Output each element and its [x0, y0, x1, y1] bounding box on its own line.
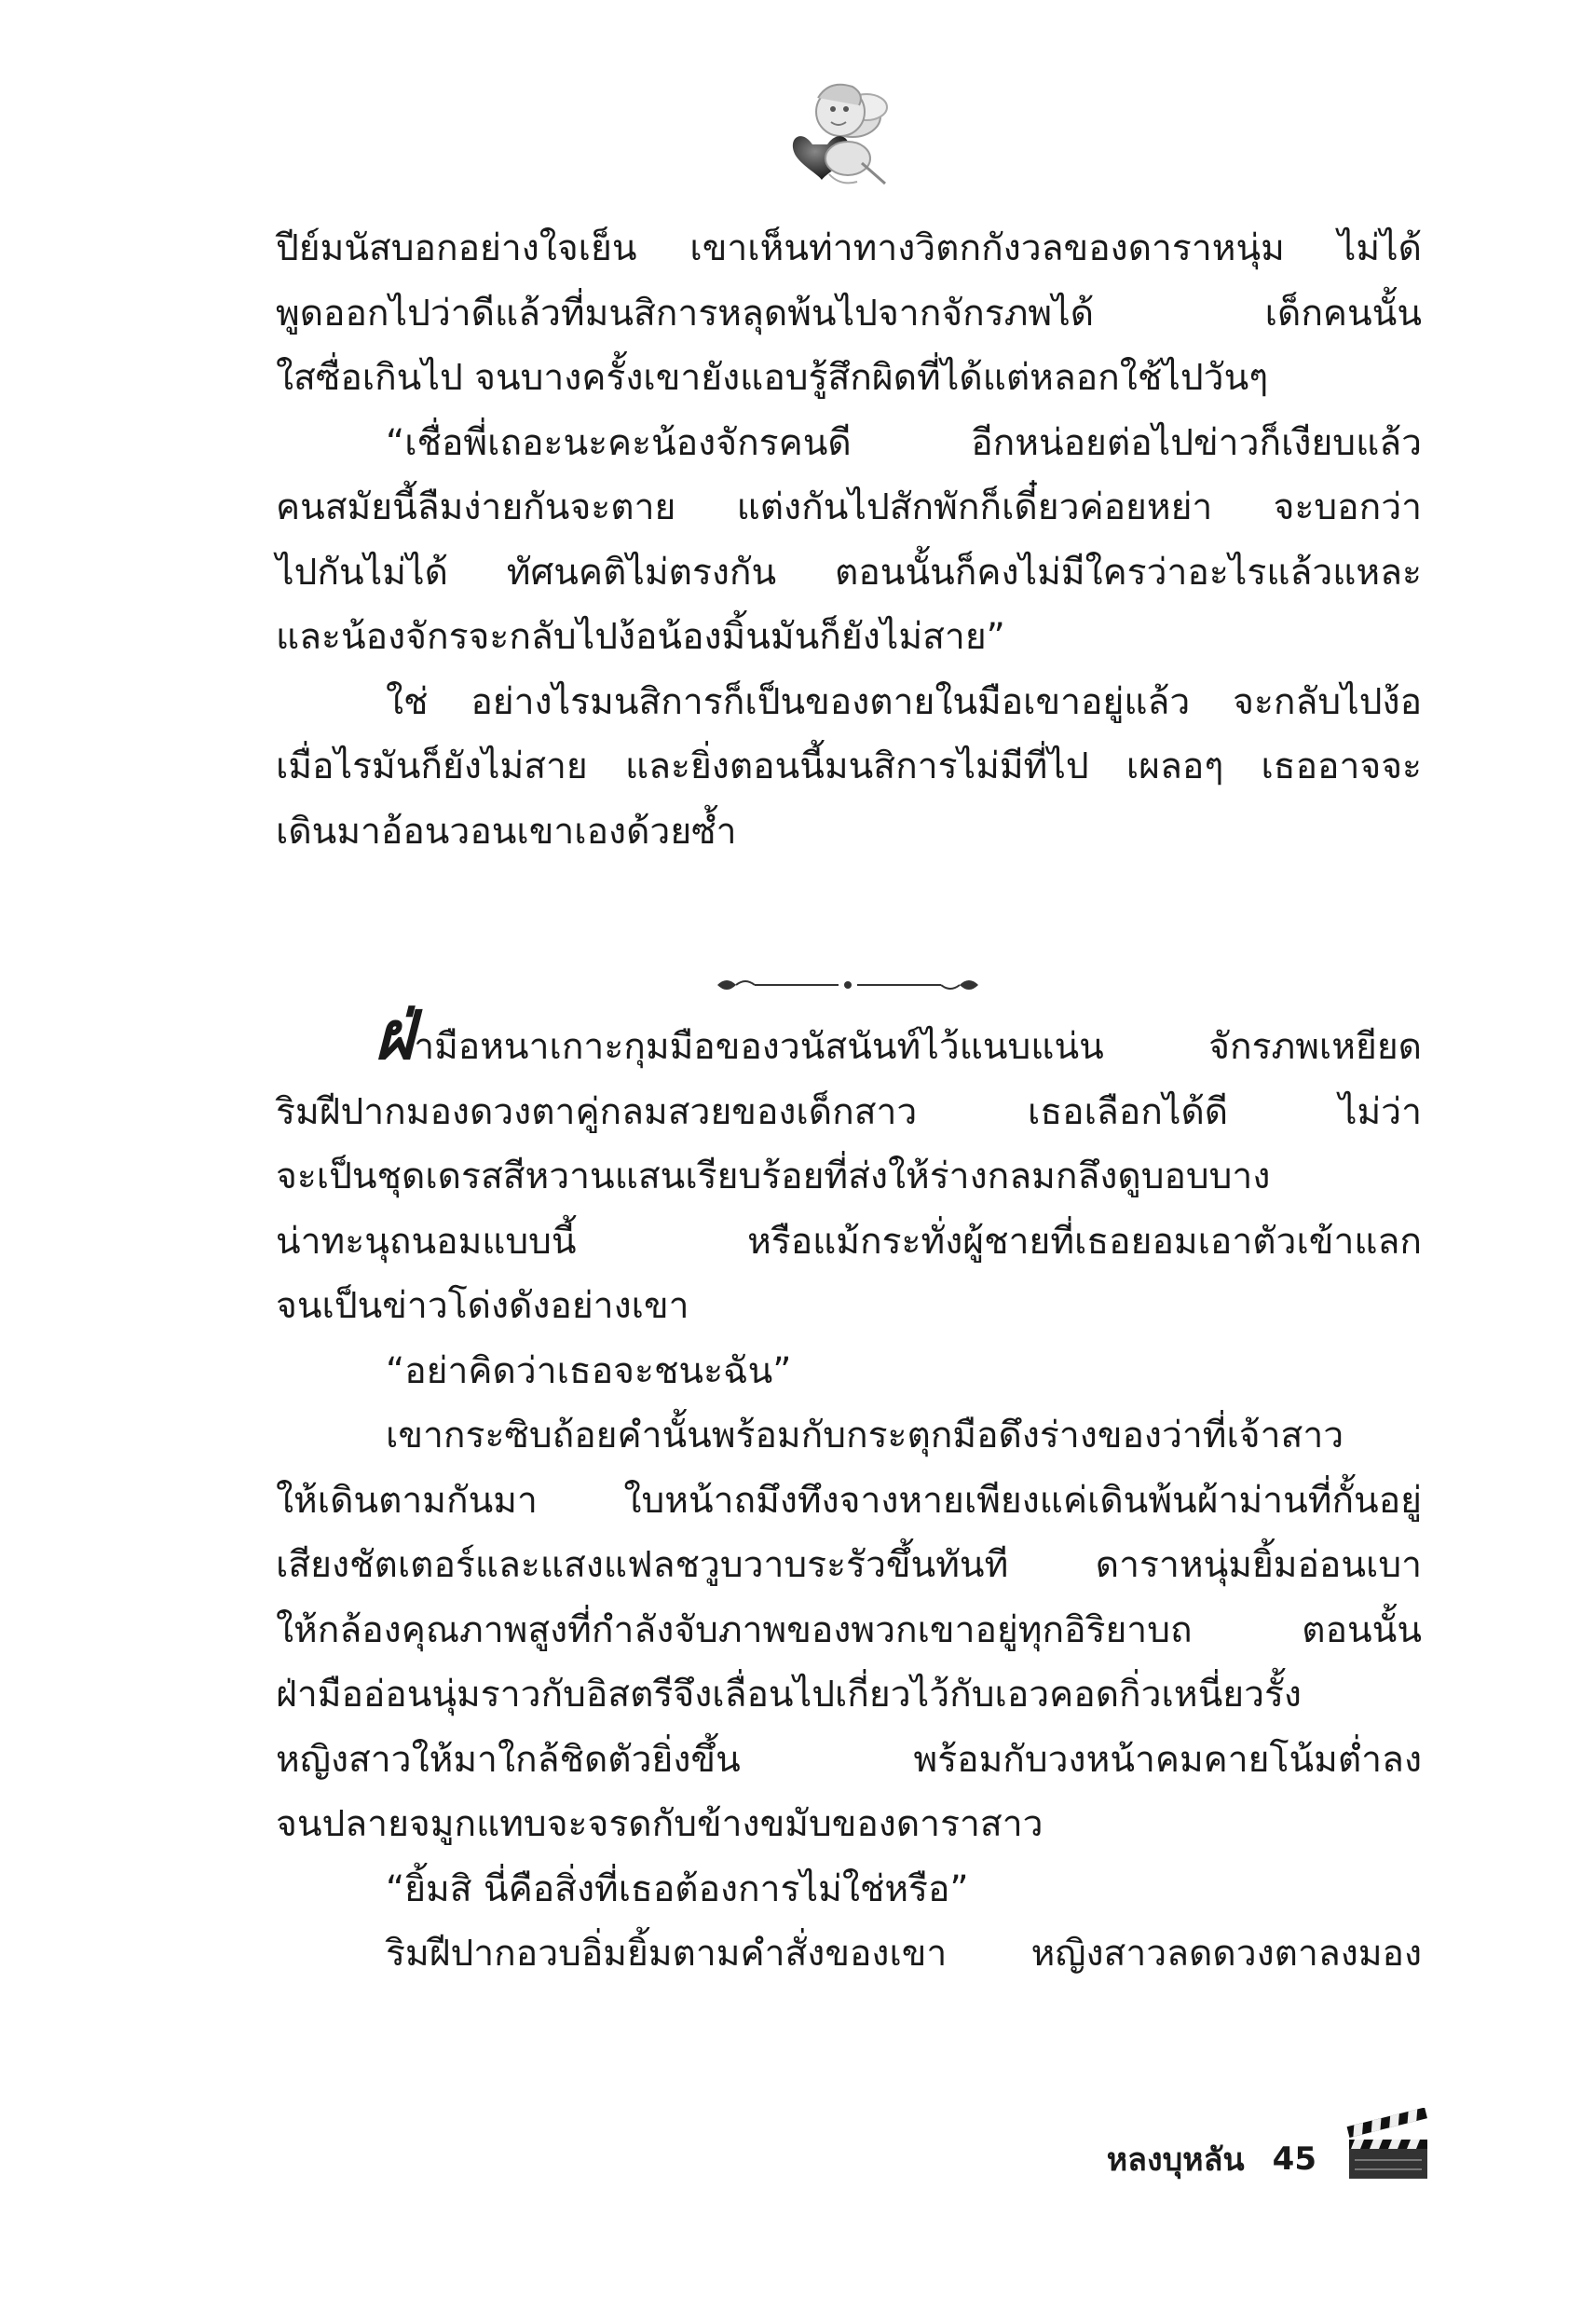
- paragraph-7: [276, 1857, 1422, 1922]
- footer-title: หลงบุหลัน: [1106, 2141, 1245, 2179]
- text-line: [276, 996, 1422, 1080]
- paragraph-2: [276, 411, 1422, 670]
- text-line: “อย่าคิดว่าเธอจะชนะฉัน”: [386, 1349, 792, 1392]
- text-line: เมื่อไรมันก็ยังไม่สาย และยิ่งตอนนี้มนสิการไม่มีที่ไป เผลอๆ เธออาจจะ: [276, 745, 1422, 787]
- paragraph-1: [276, 216, 1422, 411]
- page-number: 45: [1272, 2140, 1316, 2178]
- text-line: ใช่ อย่างไรมนสิการก็เป็นของตายในมือเขาอยู่แล้ว จะกลับไปง้อ: [386, 680, 1422, 723]
- text-line: เสียงชัตเตอร์และแสงแฟลชวูบวาบระรัวขึ้นทันที ดาราหนุ่มยิ้มอ่อนเบา: [276, 1544, 1422, 1586]
- text-line: เขากระซิบถ้อยคำนั้นพร้อมกับกระตุกมือดึงร่างของว่าที่เจ้าสาว: [386, 1415, 1344, 1456]
- text-line: ใสซื่อเกินไป จนบางครั้งเขายังแอบรู้สึกผิดที่ได้แต่หลอกใช้ไปวันๆ: [276, 357, 1269, 399]
- section-1-text: [276, 216, 1422, 864]
- text-line: ให้กล้องคุณภาพสูงที่กำลังจับภาพของพวกเขาอยู่ทุกอิริยาบถ ตอนนั้น: [276, 1608, 1422, 1651]
- text-line: คนสมัยนี้ลืมง่ายกันจะตาย แต่งกันไปสักพักก็เดี๋ยวค่อยหย่า จะบอกว่า: [276, 486, 1422, 528]
- text-line: หญิงสาวให้มาใกล้ชิดตัวยิ่งขึ้น พร้อมกับวงหน้าคมคายโน้มต่ำลง: [276, 1738, 1422, 1781]
- text-line: น่าทะนุถนอมแบบนี้ หรือแม้กระทั่งผู้ชายที่เธอยอมเอาตัวเข้าแลก: [276, 1220, 1422, 1263]
- text-line-rest: ามือหนาเกาะกุมมือของวนัสนันท์ไว้แนบแน่น จักรภพเหยียด: [414, 1026, 1422, 1068]
- paragraph-3: [276, 670, 1422, 865]
- text-line: “ยิ้มสิ นี่คือสิ่งที่เธอต้องการไม่ใช่หรือ”: [386, 1867, 969, 1910]
- text-line: จะเป็นชุดเดรสสีหวานแสนเรียบร้อยที่ส่งให้ร่างกลมกลึงดูบอบบาง: [276, 1156, 1271, 1197]
- text-line: ให้เดินตามกันมา ใบหน้าถมึงทึงจางหายเพียงแค่เดินพ้นผ้าม่านที่กั้นอยู่: [276, 1479, 1422, 1522]
- paragraph-4: [276, 996, 1422, 1339]
- film-clapperboard-icon: [1342, 2108, 1435, 2182]
- text-line: และน้องจักรจะกลับไปง้อน้องมิ้นมันก็ยังไม่สาย”: [276, 616, 1005, 658]
- drop-cap: ฝ่: [375, 996, 415, 1074]
- text-line: “เชื่อพี่เถอะนะคะน้องจักรคนดี อีกหน่อยต่อไปข่าวก็เงียบแล้ว: [386, 421, 1422, 464]
- paragraph-6: [276, 1403, 1422, 1857]
- cupid-heart-icon: [773, 70, 894, 191]
- text-line: จนปลายจมูกแทบจะจรดกับข้างขมับของดาราสาว: [276, 1803, 1044, 1845]
- text-line: เดินมาอ้อนวอนเขาเองด้วยซ้ำ: [276, 810, 737, 853]
- paragraph-8: [276, 1921, 1422, 1987]
- text-line: พูดออกไปว่าดีแล้วที่มนสิการหลุดพ้นไปจากจักรภพได้ เด็กคนนั้น: [276, 292, 1422, 335]
- text-line: ริมฝีปากมองดวงตาคู่กลมสวยของเด็กสาว เธอเลือกได้ดี ไม่ว่า: [276, 1090, 1422, 1133]
- text-line: จนเป็นข่าวโด่งดังอย่างเขา: [276, 1285, 689, 1327]
- paragraph-5: [276, 1339, 1422, 1404]
- scroll-divider-ornament: [708, 974, 988, 996]
- text-line: ฝ่ามืออ่อนนุ่มราวกับอิสตรีจึงเลื่อนไปเกี่ยวไว้กับเอวคอดกิ่วเหนี่ยวรั้ง: [276, 1674, 1302, 1716]
- text-line: ปีย์มนัสบอกอย่างใจเย็น เขาเห็นท่าทางวิตกกังวลของดาราหนุ่ม ไม่ได้: [276, 227, 1422, 269]
- text-line: ริมฝีปากอวบอิ่มยิ้มตามคำสั่งของเขา หญิงสาวลดดวงตาลงมอง: [386, 1933, 1422, 1975]
- text-line: ไปกันไม่ได้ ทัศนคติไม่ตรงกัน ตอนนั้นก็คงไม่มีใครว่าอะไรแล้วแหละ: [276, 551, 1422, 594]
- section-2-text: [276, 996, 1422, 1987]
- page-footer: [1107, 2134, 1316, 2184]
